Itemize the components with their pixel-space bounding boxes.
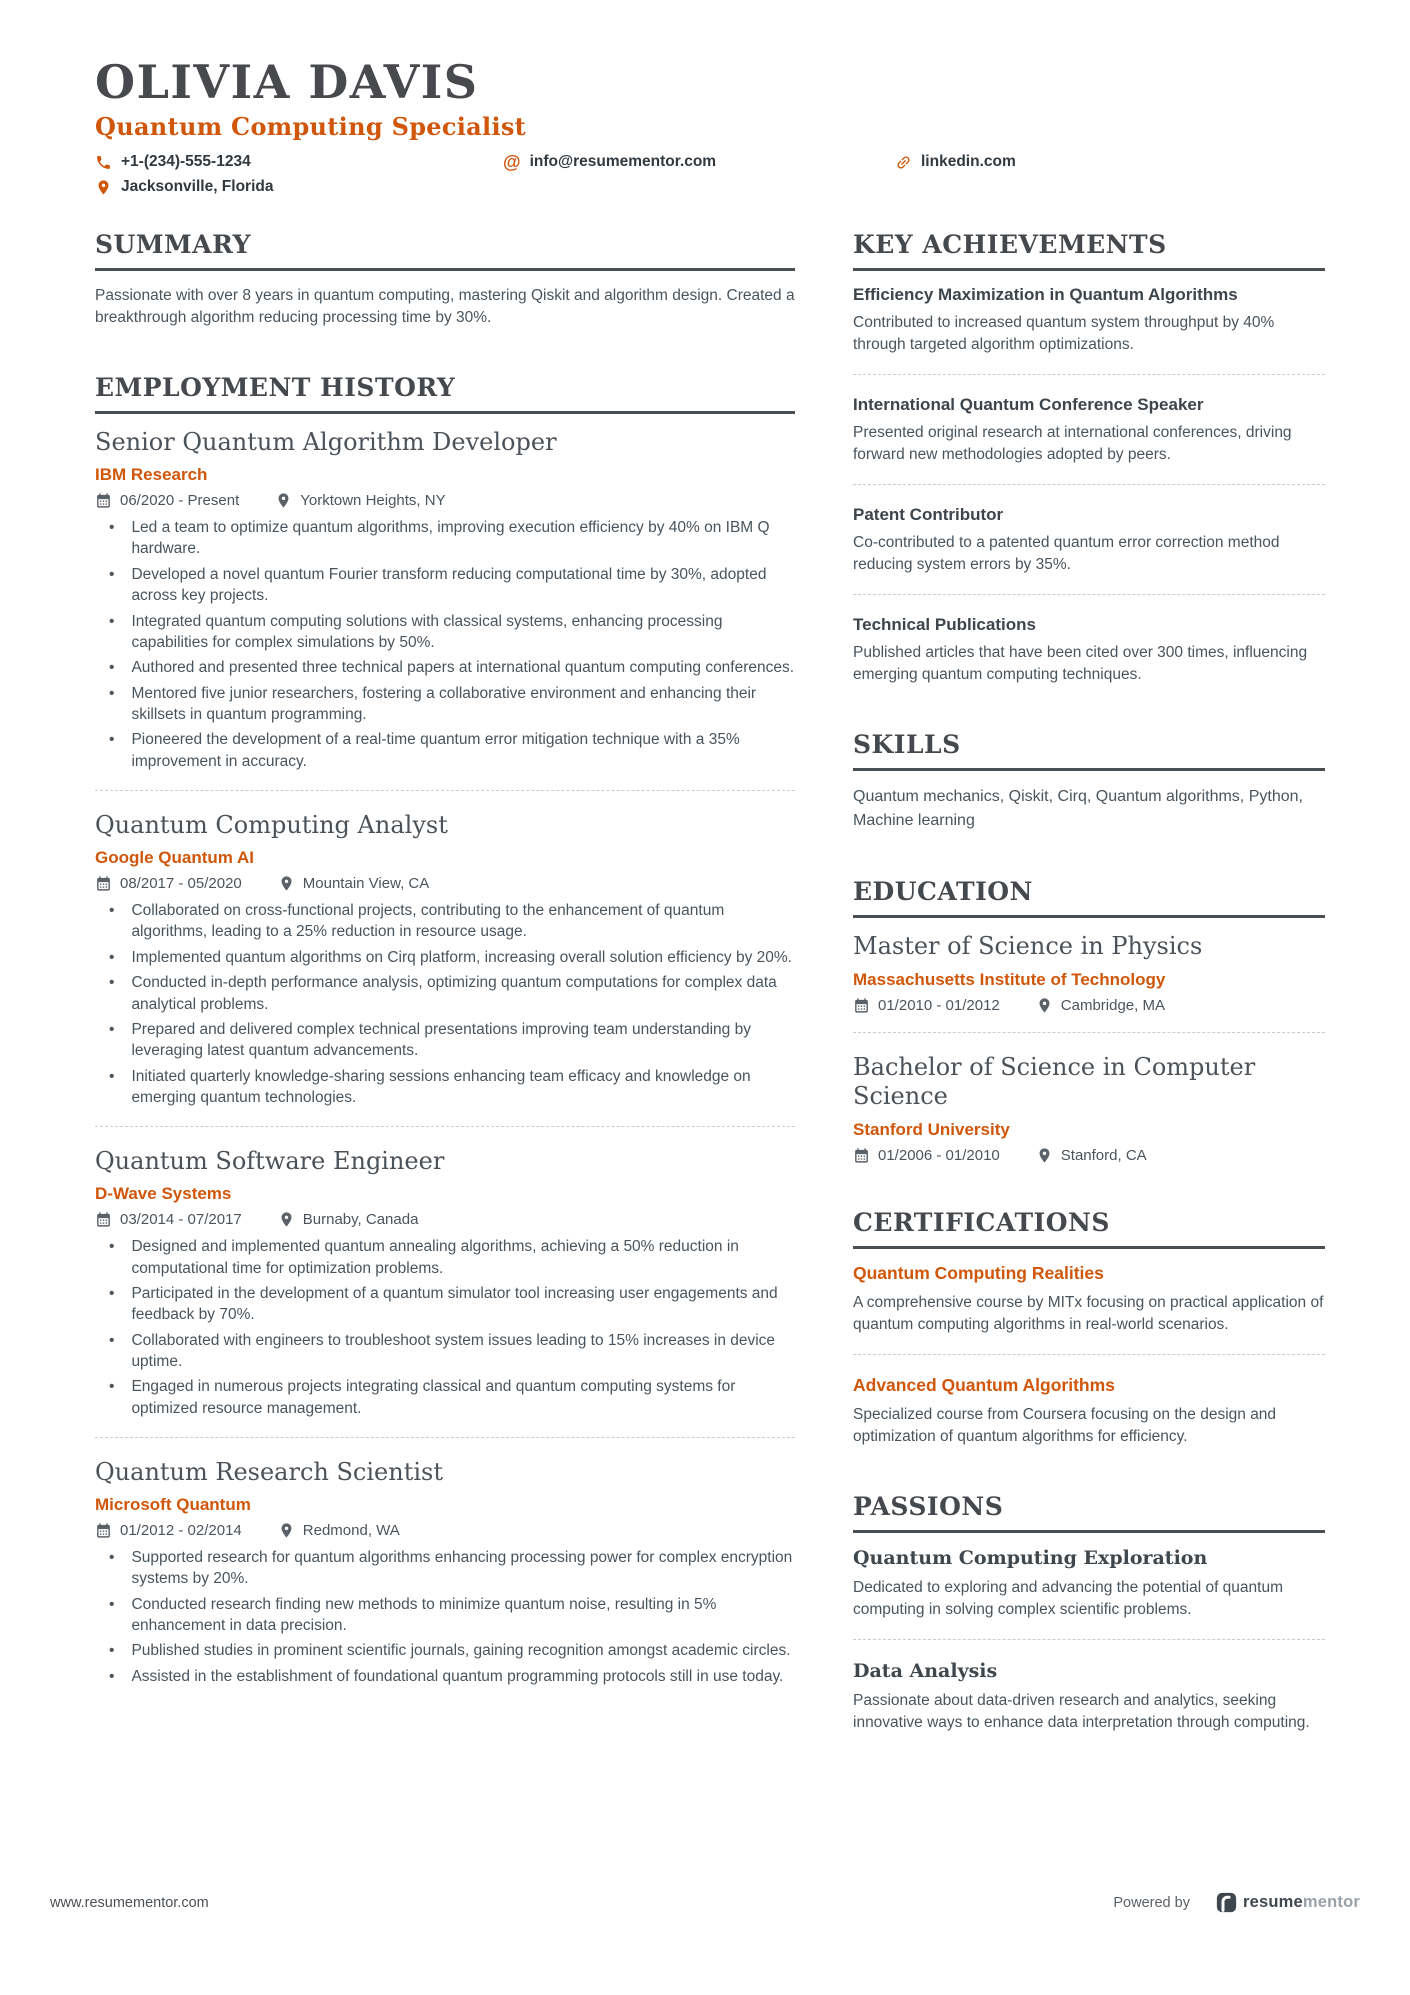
job-location: Redmond, WA <box>278 1522 400 1539</box>
company-name: Microsoft Quantum <box>95 1494 251 1514</box>
job-divider <box>95 790 795 791</box>
bullet-item: • Mentored five junior researchers, fostering a collaborative environment and enhancing their skillsets in quantum programming. <box>109 684 757 724</box>
achievement-item <box>853 395 1325 466</box>
job-dates: 08/2017 - 05/2020 <box>95 875 242 892</box>
job-entry <box>95 428 795 772</box>
resume-header <box>95 55 1325 196</box>
job-title: Quantum Software Engineer <box>95 1147 445 1176</box>
bullet-item: • Conducted research finding new methods to minimize quantum noise, resulting in 5% enhancement in data precision. <box>109 1595 717 1635</box>
job-dates: 03/2014 - 07/2017 <box>95 1211 242 1228</box>
key-achievements-heading: KEY ACHIEVEMENTS <box>853 230 1325 271</box>
linkedin-text: linkedin.com <box>921 153 1016 171</box>
certification-item <box>853 1263 1325 1336</box>
item-divider <box>853 594 1325 595</box>
powered-by-label: Powered by <box>1113 1894 1190 1911</box>
achievement-text: Presented original research at international conferences, driving forward new methodologies adopted by peers. <box>853 424 1292 464</box>
link-icon <box>895 154 912 171</box>
key-achievements-section <box>853 230 1325 686</box>
linkedin-link[interactable] <box>895 153 1016 171</box>
bullet-item: • Authored and presented three technical papers at international quantum computing conferences. <box>109 659 795 677</box>
email-link[interactable] <box>503 153 895 171</box>
education-dates: 01/2010 - 01/2012 <box>853 997 1000 1014</box>
location-contact <box>95 178 273 196</box>
location-pin-icon <box>278 1211 295 1228</box>
contact-block <box>95 153 1325 196</box>
job-divider <box>95 1126 795 1127</box>
degree-title: Bachelor of Science in Computer Science <box>853 1053 1256 1110</box>
bullet-item: • Engaged in numerous projects integrating classical and quantum computing systems for optimized resource management. <box>109 1378 736 1417</box>
skills-heading: SKILLS <box>853 730 1325 771</box>
calendar-icon <box>95 1522 112 1539</box>
job-entry <box>95 1147 795 1419</box>
job-divider <box>95 1437 795 1438</box>
calendar-icon <box>95 875 112 892</box>
bullet-item: • Supported research for quantum algorithms enhancing processing power for complex encryption systems by 20%. <box>109 1548 793 1588</box>
achievement-title: Efficiency Maximization in Quantum Algorithms <box>853 285 1238 305</box>
summary-section <box>95 230 795 329</box>
passion-item <box>853 1547 1325 1621</box>
location-text: Jacksonville, Florida <box>121 178 274 196</box>
bullet-item: • Prepared and delivered complex technical presentations improving team understanding by leveraging latest quantum advancements. <box>109 1020 751 1060</box>
education-location: Stanford, CA <box>1036 1147 1147 1164</box>
certification-title: Advanced Quantum Algorithms <box>853 1374 1115 1395</box>
achievement-title: International Quantum Conference Speaker <box>853 395 1204 415</box>
location-pin-icon <box>275 492 292 509</box>
passions-heading: PASSIONS <box>853 1492 1325 1533</box>
education-dates: 01/2006 - 01/2010 <box>853 1147 1000 1164</box>
item-divider <box>853 1639 1325 1640</box>
job-dates: 01/2012 - 02/2014 <box>95 1522 242 1539</box>
bullet-item: • Collaborated with engineers to troubleshoot system issues leading to 15% increases in device uptime. <box>109 1331 776 1371</box>
location-pin-icon <box>95 179 112 196</box>
bullet-item: • Designed and implemented quantum annealing algorithms, achieving a 50% reduction in computational time for optimization problems. <box>109 1238 739 1277</box>
employment-heading: EMPLOYMENT HISTORY <box>95 373 795 414</box>
job-title: Senior Quantum Algorithm Developer <box>95 428 557 457</box>
company-name: IBM Research <box>95 465 208 485</box>
bullet-item: • Conducted in-depth performance analysis, optimizing quantum computations for complex data analytical problems. <box>109 974 777 1013</box>
certification-text: A comprehensive course by MITx focusing on practical application of quantum computing algorithms in real-world scenarios. <box>853 1293 1324 1333</box>
bullet-item: • Led a team to optimize quantum algorithms, improving execution efficiency by 40% on IBM Q hardware. <box>109 519 770 558</box>
summary-heading: SUMMARY <box>95 230 795 271</box>
passion-item <box>853 1660 1325 1734</box>
passions-section <box>853 1492 1325 1734</box>
institution-name: Stanford University <box>853 1119 1010 1139</box>
resumementor-logo[interactable] <box>1216 1892 1360 1913</box>
item-divider <box>853 1032 1325 1033</box>
calendar-icon <box>95 1211 112 1228</box>
institution-name: Massachusetts Institute of Technology <box>853 970 1166 990</box>
education-heading: EDUCATION <box>853 877 1325 918</box>
skills-section <box>853 730 1325 833</box>
job-title: Quantum Research Scientist <box>95 1458 443 1487</box>
job-location: Burnaby, Canada <box>278 1211 419 1228</box>
location-pin-icon <box>278 1522 295 1539</box>
location-pin-icon <box>1036 997 1053 1014</box>
achievement-text: Contributed to increased quantum system throughput by 40% through targeted algorithm optimizations. <box>853 314 1275 354</box>
achievement-item <box>853 615 1325 686</box>
bullet-item: • Participated in the development of a quantum simulator tool increasing user engagements and feedback by 70%. <box>109 1284 778 1324</box>
brand-mark-icon <box>1216 1892 1237 1913</box>
education-entry <box>853 1053 1325 1164</box>
footer-website-link[interactable]: www.resumementor.com <box>50 1894 209 1911</box>
company-name: D-Wave Systems <box>95 1184 232 1204</box>
education-section <box>853 877 1325 1163</box>
passion-text: Dedicated to exploring and advancing the potential of quantum computing in solving complex scientific problems. <box>853 1578 1283 1618</box>
passion-text: Passionate about data-driven research and analytics, seeking innovative ways to enhance data interpretation through computing. <box>853 1691 1310 1731</box>
job-location: Mountain View, CA <box>278 875 429 892</box>
certification-text: Specialized course from Coursera focusing on the design and optimization of quantum algorithms for efficiency. <box>853 1405 1277 1445</box>
education-location: Cambridge, MA <box>1036 997 1165 1014</box>
calendar-icon <box>853 997 870 1014</box>
job-dates: 06/2020 - Present <box>95 492 239 509</box>
passion-title: Data Analysis <box>853 1659 998 1682</box>
item-divider <box>853 1354 1325 1355</box>
passion-title: Quantum Computing Exploration <box>853 1546 1208 1569</box>
item-divider <box>853 374 1325 375</box>
bullet-item: • Collaborated on cross-functional projects, contributing to the enhancement of quantum algorithms, leading to a 25% reduction in resource usage. <box>109 902 725 941</box>
phone-contact <box>95 153 503 171</box>
item-divider <box>853 484 1325 485</box>
job-title: Quantum Computing Analyst <box>95 811 448 840</box>
bullet-item: • Published studies in prominent scientific journals, gaining recognition amongst academic circles. <box>109 1642 791 1660</box>
phone-icon <box>95 154 112 171</box>
page-footer <box>50 1892 1360 1913</box>
certification-item <box>853 1375 1325 1448</box>
certification-title: Quantum Computing Realities <box>853 1262 1104 1283</box>
email-address: info@resumementor.com <box>529 153 717 171</box>
at-icon: @ <box>503 152 521 173</box>
summary-text: Passionate with over 8 years in quantum computing, mastering Qiskit and algorithm design. Created a breakthrough algorithm reducing processing time by 30%. <box>95 287 795 327</box>
achievement-text: Published articles that have been cited over 300 times, influencing emerging quantum computing techniques. <box>853 644 1308 684</box>
skills-text: Quantum mechanics, Qiskit, Cirq, Quantum algorithms, Python, Machine learning <box>853 788 1303 830</box>
certifications-section <box>853 1208 1325 1448</box>
achievement-item <box>853 505 1325 576</box>
phone-number: +1-(234)-555-1234 <box>121 153 251 171</box>
bullet-item: • Pioneered the development of a real-time quantum error mitigation technique with a 35% improvement in accuracy. <box>109 731 740 770</box>
job-entry <box>95 811 795 1108</box>
employment-section <box>95 373 795 1687</box>
certifications-heading: CERTIFICATIONS <box>853 1208 1325 1249</box>
location-pin-icon <box>278 875 295 892</box>
location-pin-icon <box>1036 1147 1053 1164</box>
achievement-text: Co-contributed to a patented quantum error correction method reducing system errors by 35%. <box>853 534 1280 574</box>
job-location: Yorktown Heights, NY <box>275 492 445 509</box>
calendar-icon <box>95 492 112 509</box>
degree-title: Master of Science in Physics <box>853 932 1203 961</box>
job-entry <box>95 1458 795 1687</box>
candidate-title: Quantum Computing Specialist <box>95 112 527 142</box>
education-entry <box>853 932 1325 1014</box>
bullet-item: • Assisted in the establishment of foundational quantum programming protocols still in use today. <box>109 1667 784 1685</box>
bullet-item: • Initiated quarterly knowledge-sharing sessions enhancing team efficacy and knowledge on emerging quantum technologies. <box>109 1067 751 1107</box>
bullet-item: • Integrated quantum computing solutions with classical systems, enhancing processing capabilities for complex simulations by 50%. <box>109 612 723 651</box>
brand-word: resumementor <box>1242 1893 1360 1911</box>
achievement-title: Patent Contributor <box>853 505 1004 525</box>
calendar-icon <box>853 1147 870 1164</box>
candidate-name: OLIVIA DAVIS <box>95 55 479 109</box>
achievement-item <box>853 285 1325 356</box>
company-name: Google Quantum AI <box>95 848 254 868</box>
bullet-item: • Implemented quantum algorithms on Cirq platform, increasing overall solution efficiency by 20%. <box>109 948 792 966</box>
bullet-item: • Developed a novel quantum Fourier transform reducing computational time by 30%, adopted across key projects. <box>109 565 767 605</box>
achievement-title: Technical Publications <box>853 615 1036 635</box>
